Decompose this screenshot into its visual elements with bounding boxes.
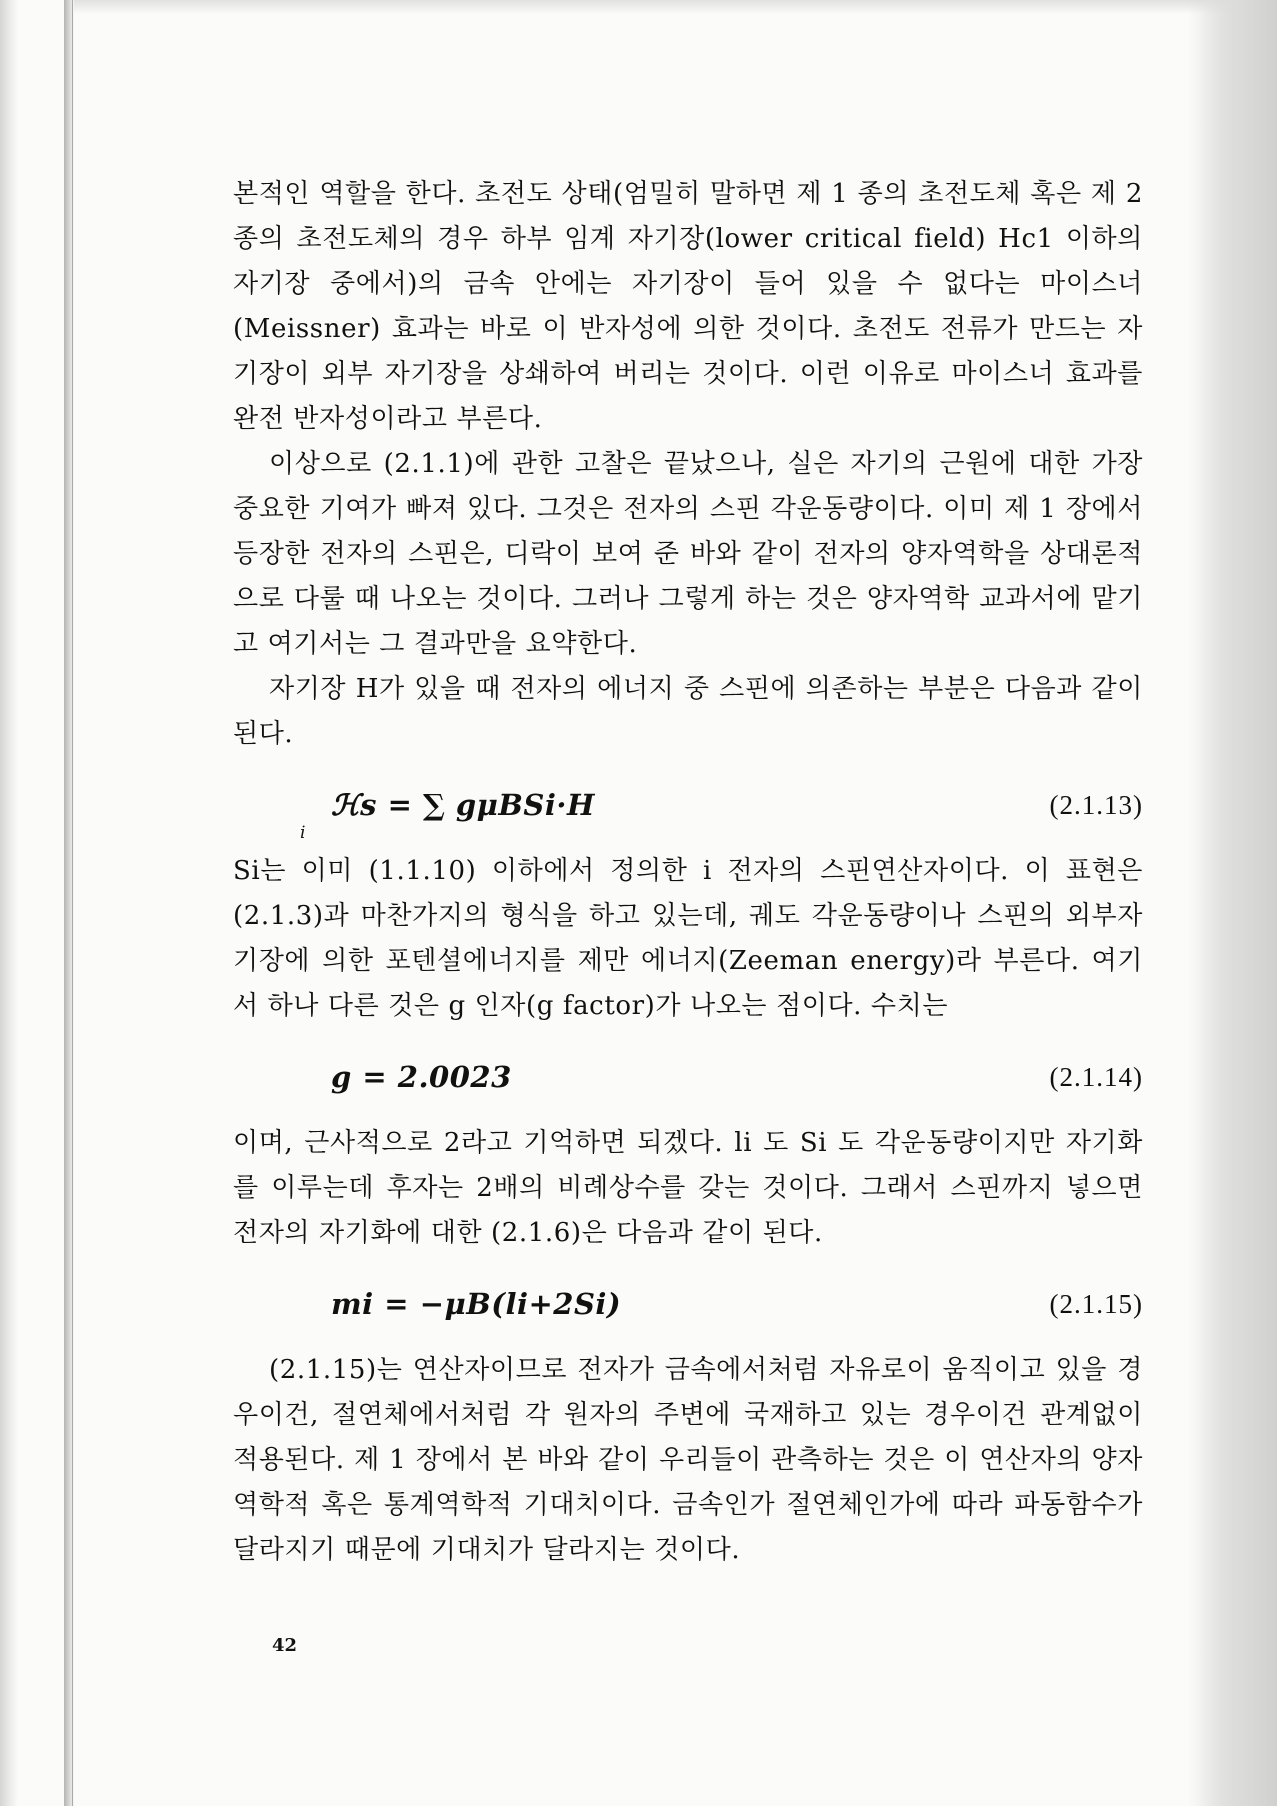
paragraph-superconductivity: 본적인 역할을 한다. 초전도 상태(엄밀히 말하면 제 1 종의 초전도체 혹은 제 2 종의 초전도체의 경우 하부 임계 자기장(lower critical field) Hc1 이하의 자기장 중에서)의 금속 안에는 자기장이 들어 있을 수 없다는 마이스너(Meissner) 효과는 바로 이 반자성에 의한 것이다. 초전도 전류가 만드는 자기장이 외부 자기장을 상쇄하여 버리는 것이다. 이런 이유로 마이스너 효과를 완전 반자성이라고 부른다. [233,179,1143,434]
equation-2-1-14 [233,1045,1143,1115]
paragraph-magnetization: 이며, 근사적으로 2라고 기억하면 되겠다. li 도 Si 도 각운동량이지만 자기화를 이루는데 후자는 2배의 비례상수를 갖는 것이다. 그래서 스핀까지 넣으면 전자의 자기화에 대한 (2.1.6)은 다음과 같이 된다. [233,1128,1143,1248]
equation-number: (2.1.14) [1049,1062,1143,1092]
page-edge-line [72,0,73,1806]
page-top-shadow [74,0,1277,14]
summation-index: i [300,823,307,843]
equation-number: (2.1.13) [1049,790,1143,820]
page-number: 42 [272,1635,298,1656]
equation-expression: ℋs = ∑ gμBSi·H [331,788,595,822]
equation-expression: mi = −μB(li+2Si) [331,1287,622,1321]
equation-2-1-13 [233,773,1143,843]
equation-number: (2.1.15) [1049,1289,1143,1319]
equation-expression: g = 2.0023 [331,1060,512,1094]
equation-2-1-15 [233,1272,1143,1342]
paragraph-spin-contribution: 이상으로 (2.1.1)에 관한 고찰은 끝났으나, 실은 자기의 근원에 대한 가장 중요한 기여가 빠져 있다. 그것은 전자의 스핀 각운동량이다. 이미 제 1 장에서 등장한 전자의 스핀은, 디락이 보여 준 바와 같이 전자의 양자역학을 상대론적으로 다룰 때 나오는 것이다. 그러나 그렇게 하는 것은 양자역학 교과서에 맡기고 여기서는 그 결과만을 요약한다. [233,449,1143,659]
paragraph-zeeman-energy: Si는 이미 (1.1.10) 이하에서 정의한 i 전자의 스핀연산자이다. 이 표현은 (2.1.3)과 마찬가지의 형식을 하고 있는데, 궤도 각운동량이나 스핀의 외부자기장에 의한 포텐셜에너지를 제만 에너지(Zeeman energy)라 부른다. 여기서 하나 다른 것은 g 인자(g factor)가 나오는 점이다. 수치는 [233,856,1143,1021]
page-right-curl [1187,0,1277,1806]
page-body [233,172,1143,1573]
paragraph-spin-energy-intro: 자기장 H가 있을 때 전자의 에너지 중 스핀에 의존하는 부분은 다음과 같이 된다. [233,674,1143,749]
paragraph-operator-expectation: (2.1.15)는 연산자이므로 전자가 금속에서처럼 자유로이 움직이고 있을 경우이건, 절연체에서처럼 각 원자의 주변에 국재하고 있는 경우이건 관계없이 적용된다. 제 1 장에서 본 바와 같이 우리들이 관측하는 것은 이 연산자의 양자역학적 혹은 통계역학적 기대치이다. 금속인가 절연체인가에 따라 파동함수가 달라지기 때문에 기대치가 달라지는 것이다. [233,1355,1143,1565]
